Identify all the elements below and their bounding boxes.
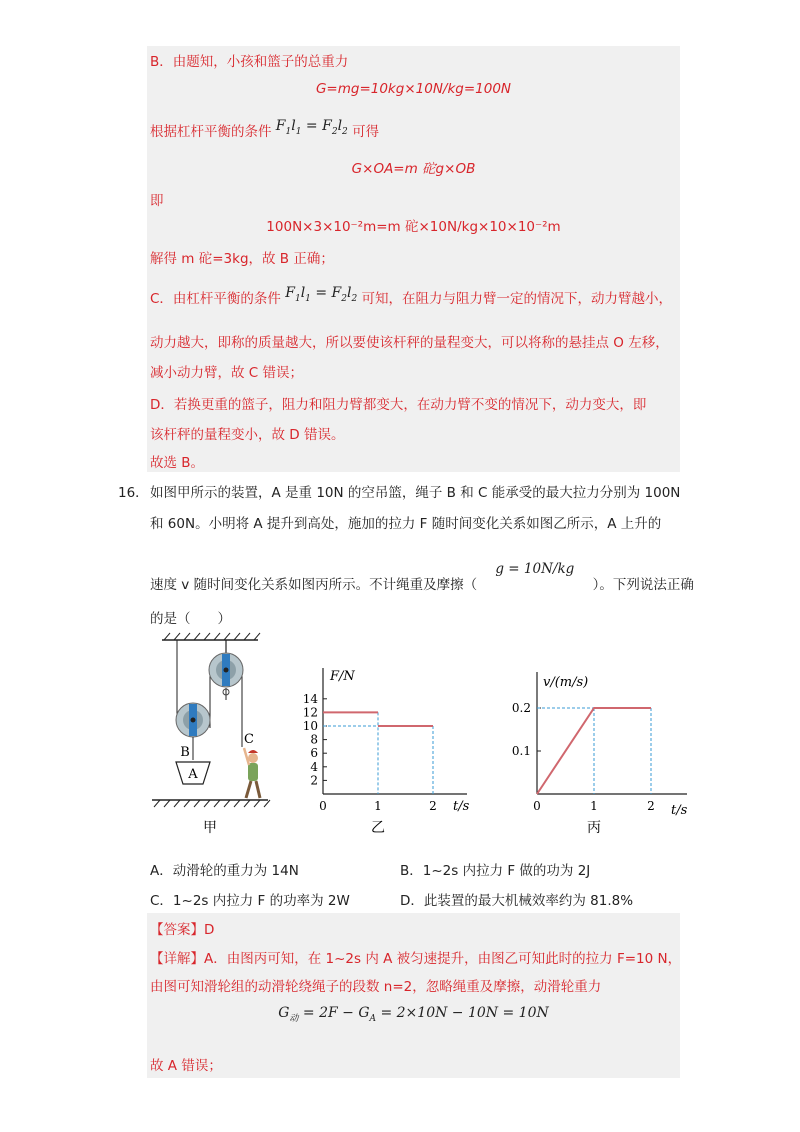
option-a[interactable]: A．动滑轮的重力为 14N xyxy=(150,863,299,879)
figure-yi-force-chart xyxy=(290,660,475,840)
question-line-3 xyxy=(150,561,694,594)
y-tick-label: 0.2 xyxy=(511,701,531,715)
x-tick-label: 2 xyxy=(429,799,437,813)
y-tick-label: 8 xyxy=(310,732,318,747)
numeric-equation: 100N×3×10⁻²m=m 砣×10N/kg×10×10⁻²m xyxy=(266,219,561,235)
question-line-2: 和 60N。小明将 A 提升到高处，施加的拉力 F 随时间变化关系如图乙所示，A 上升的 xyxy=(150,516,662,532)
question-line-4: 的是（ ） xyxy=(150,611,231,627)
label-b: B xyxy=(180,745,190,760)
y-axis-label: v/(m/s) xyxy=(543,675,589,690)
eq-rest: = 2F − G xyxy=(298,1005,370,1021)
y-tick-label: 12 xyxy=(302,705,318,720)
c-line-1 xyxy=(150,285,673,314)
caption-yi: 乙 xyxy=(371,820,385,836)
balance-equation: G×OA=m 砣g×OB xyxy=(351,161,476,177)
g-value: g = 10N/kg xyxy=(495,561,575,577)
label-a: A xyxy=(188,767,198,782)
option-d[interactable]: D．此装置的最大机械效率约为 81.8% xyxy=(400,893,634,909)
b-line: B．由题知，小孩和篮子的总重力 xyxy=(150,54,349,70)
answer-tag: 【答案】 xyxy=(150,922,204,938)
conclusion-top: 故选 B。 xyxy=(150,455,205,471)
gravity-equation: $G_动 = 2F - G_A = 2\times 10N - 10N = 10N$ xyxy=(278,1005,549,1024)
caption-bing: 丙 xyxy=(587,820,601,836)
question-number: 16． xyxy=(118,485,149,501)
d-line-1: D．若换更重的篮子，阻力和阻力臂都变大，在动力臂不变的情况下，动力变大，即 xyxy=(150,397,647,413)
figure-bing-velocity-chart xyxy=(505,660,705,840)
eq-sub-a: A xyxy=(369,1013,377,1024)
lever-condition-line xyxy=(150,118,380,147)
c-line-3: 减小动力臂，故 C 错误； xyxy=(150,365,304,381)
x-axis-label: t/s xyxy=(453,799,470,814)
lever-formula: $F_1l_1 = F_2l_2$ xyxy=(275,118,348,137)
lever-lead: 根据杠杆平衡的条件 xyxy=(150,124,272,140)
question-line-3-tail: ）。下列说法正确 xyxy=(592,577,694,593)
eq-tail: = 2×10N − 10N = 10N xyxy=(376,1005,549,1021)
x-tick-label: 0 xyxy=(533,799,541,813)
detail-line-2: 由图可知滑轮组的动滑轮绕绳子的段数 n=2，忽略绳重及摩擦，动滑轮重力 xyxy=(150,979,602,995)
detail-text-1: A．由图丙可知，在 1~2s 内 A 被匀速提升，由图乙可知此时的拉力 F=10 N， xyxy=(204,951,682,967)
detail-tag: 【详解】 xyxy=(150,951,204,967)
x-tick-label: 1 xyxy=(590,799,598,813)
x-axis-label: t/s xyxy=(671,803,688,818)
y-tick-label: 4 xyxy=(310,759,318,774)
ji-text: 即 xyxy=(150,193,164,209)
y-axis-label: F/N xyxy=(330,669,355,684)
detail-line-1 xyxy=(150,950,681,968)
d-line-2: 该杆秤的量程变小，故 D 错误。 xyxy=(150,427,345,443)
c-lever-formula: $F_1l_1 = F_2l_2$ xyxy=(285,285,358,304)
option-b[interactable]: B．1~2s 内拉力 F 做的功为 2J xyxy=(400,863,591,879)
label-c: C xyxy=(244,732,254,747)
g-formula: G=mg=10kg×10N/kg=100N xyxy=(315,81,512,97)
y-tick-label: 2 xyxy=(310,773,318,788)
x-tick-label: 0 xyxy=(319,799,327,813)
y-tick-label: 6 xyxy=(310,746,318,761)
answer-value: D xyxy=(204,922,215,938)
y-tick-label: 0.1 xyxy=(511,744,531,758)
answer-line xyxy=(150,921,214,939)
solve-line: 解得 m 砣=3kg，故 B 正确； xyxy=(150,251,334,267)
x-tick-label: 1 xyxy=(374,799,382,813)
question-line-1: 如图甲所示的装置，A 是重 10N 的空吊篮，绳子 B 和 C 能承受的最大拉力分别为 100N xyxy=(150,485,681,501)
y-tick-label: 10 xyxy=(302,719,318,733)
question-line-3-lead: 速度 v 随时间变化关系如图丙所示。不计绳重及摩擦（ xyxy=(150,577,478,593)
figure-jia-pulley xyxy=(148,632,278,842)
c-line-2: 动力越大，即称的质量越大，所以要使该杆秤的量程变大，可以将称的悬挂点 O 左移， xyxy=(150,335,669,351)
option-c[interactable]: C．1~2s 内拉力 F 的功率为 2W xyxy=(150,893,350,909)
c-line-1-tail: 可知，在阻力与阻力臂一定的情况下，动力臂越小， xyxy=(361,291,673,307)
caption-jia: 甲 xyxy=(203,820,217,836)
x-tick-label: 2 xyxy=(647,799,655,813)
lever-tail: 可得 xyxy=(352,124,380,140)
conclusion-answer: 故 A 错误； xyxy=(150,1058,222,1074)
c-line-1-lead: C．由杠杆平衡的条件 xyxy=(150,291,281,307)
y-tick-label: 14 xyxy=(302,691,318,706)
eq-sub-dong: 动 xyxy=(289,1013,299,1024)
person-icon xyxy=(244,748,260,798)
